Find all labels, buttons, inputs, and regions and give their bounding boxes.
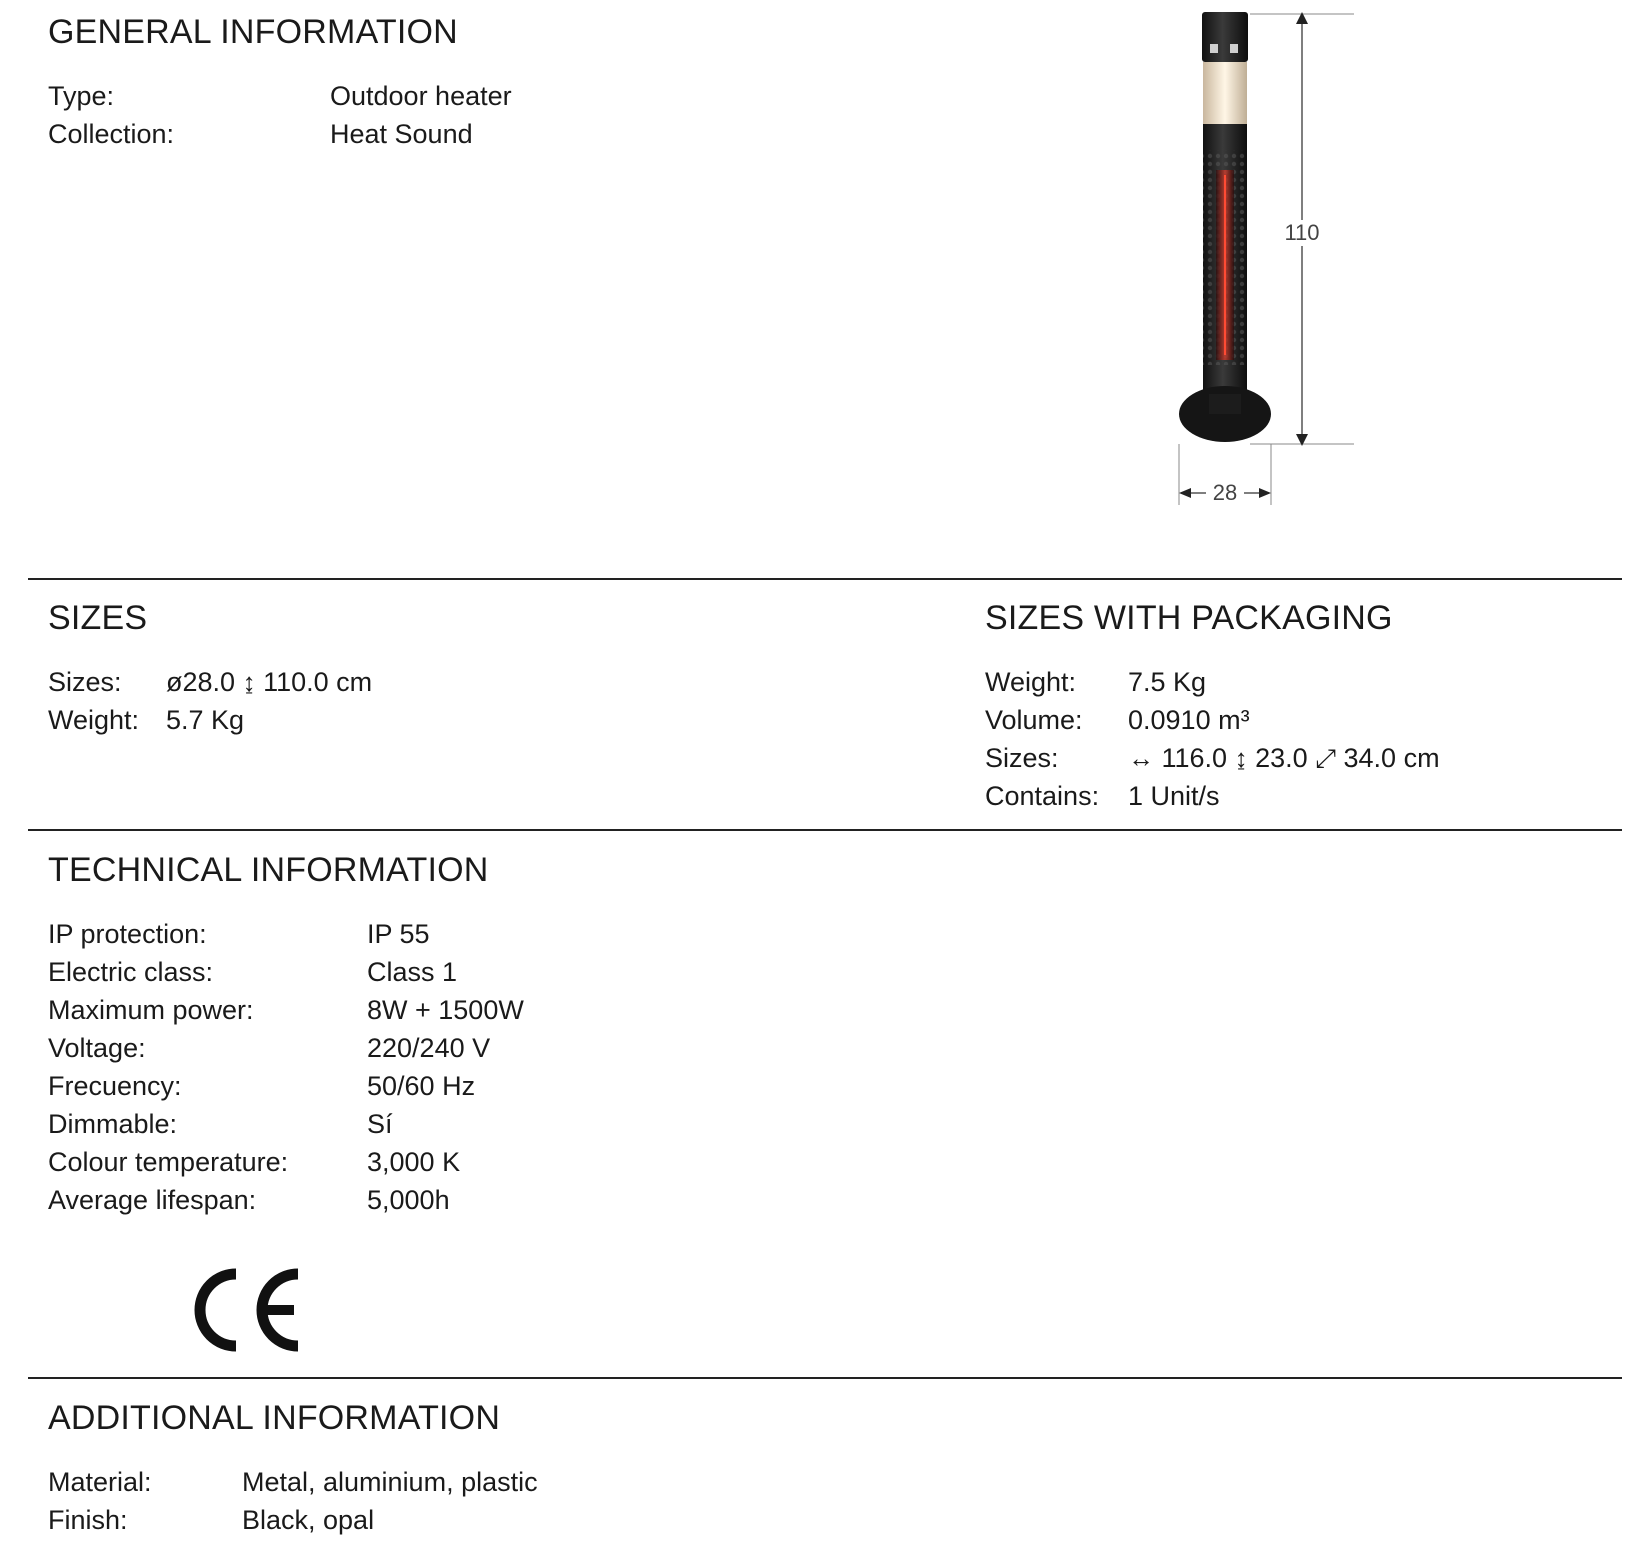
tech-label: Dimmable:: [48, 1109, 178, 1139]
height-value: 110.0 cm: [263, 667, 373, 697]
section-divider: [28, 1377, 1622, 1379]
weight-value: 5.7 Kg: [166, 705, 245, 735]
finish-label: Finish:: [48, 1505, 128, 1535]
width-dimension: [1179, 444, 1271, 506]
sizes-label: Sizes:: [48, 667, 122, 697]
material-value: Metal, aluminium, plastic: [242, 1467, 538, 1497]
tech-label: Electric class:: [48, 957, 214, 987]
packaging-width-value: 116.0: [1161, 743, 1228, 773]
ce-mark-icon: [192, 1264, 304, 1356]
tech-value: 5,000h: [367, 1185, 450, 1215]
tech-label: Voltage:: [48, 1033, 146, 1063]
finish-value: Black, opal: [242, 1505, 375, 1535]
packaging-volume-label: Volume:: [985, 705, 1083, 735]
tech-label: Colour temperature:: [48, 1147, 289, 1177]
tech-value: 8W + 1500W: [367, 995, 524, 1025]
packaging-sizes-label: Sizes:: [985, 743, 1059, 773]
weight-label: Weight:: [48, 705, 140, 735]
tech-value: Class 1: [367, 957, 458, 987]
tech-value: 50/60 Hz: [367, 1071, 476, 1101]
type-value: Outdoor heater: [330, 81, 512, 111]
product-dimension-drawing: [1150, 0, 1420, 540]
sizes-value: [166, 666, 372, 698]
general-information-heading: GENERAL INFORMATION: [48, 13, 458, 51]
tech-label: Maximum power:: [48, 995, 254, 1025]
tech-value: 3,000 K: [367, 1147, 461, 1177]
packaging-heading: SIZES WITH PACKAGING: [985, 599, 1393, 637]
diameter-value: ø28.0: [166, 667, 236, 697]
packaging-sizes-value: [1128, 742, 1440, 774]
height-icon: ↨: [242, 667, 256, 697]
packaging-height-value: 23.0: [1255, 743, 1308, 773]
packaging-contains-label: Contains:: [985, 781, 1100, 811]
width-dimension-label: 28: [1212, 480, 1238, 505]
packaging-contains-value: 1 Unit/s: [1128, 781, 1220, 811]
height-dimension: [1250, 12, 1354, 446]
section-divider: [28, 578, 1622, 580]
tech-value: 220/240 V: [367, 1033, 491, 1063]
packaging-weight-label: Weight:: [985, 667, 1077, 697]
depth-icon: ⤢: [1315, 743, 1336, 773]
height-icon: ↨: [1234, 743, 1248, 773]
type-label: Type:: [48, 81, 115, 111]
tech-label: IP protection:: [48, 919, 207, 949]
technical-information-heading: TECHNICAL INFORMATION: [48, 851, 489, 889]
height-dimension-label: 110: [1284, 220, 1320, 245]
tech-label: Frecuency:: [48, 1071, 182, 1101]
packaging-depth-value: 34.0 cm: [1343, 743, 1440, 773]
heater-image: [1179, 12, 1271, 442]
tech-value: IP 55: [367, 919, 430, 949]
packaging-weight-value: 7.5 Kg: [1128, 667, 1207, 697]
sizes-heading: SIZES: [48, 599, 148, 637]
collection-value: Heat Sound: [330, 119, 473, 149]
tech-label: Average lifespan:: [48, 1185, 257, 1215]
width-icon: ↔: [1128, 743, 1154, 773]
collection-label: Collection:: [48, 119, 175, 149]
section-divider: [28, 829, 1622, 831]
material-label: Material:: [48, 1467, 152, 1497]
tech-value: Sí: [367, 1109, 393, 1139]
additional-information-heading: ADDITIONAL INFORMATION: [48, 1399, 501, 1437]
packaging-volume-value: 0.0910 m³: [1128, 705, 1250, 735]
